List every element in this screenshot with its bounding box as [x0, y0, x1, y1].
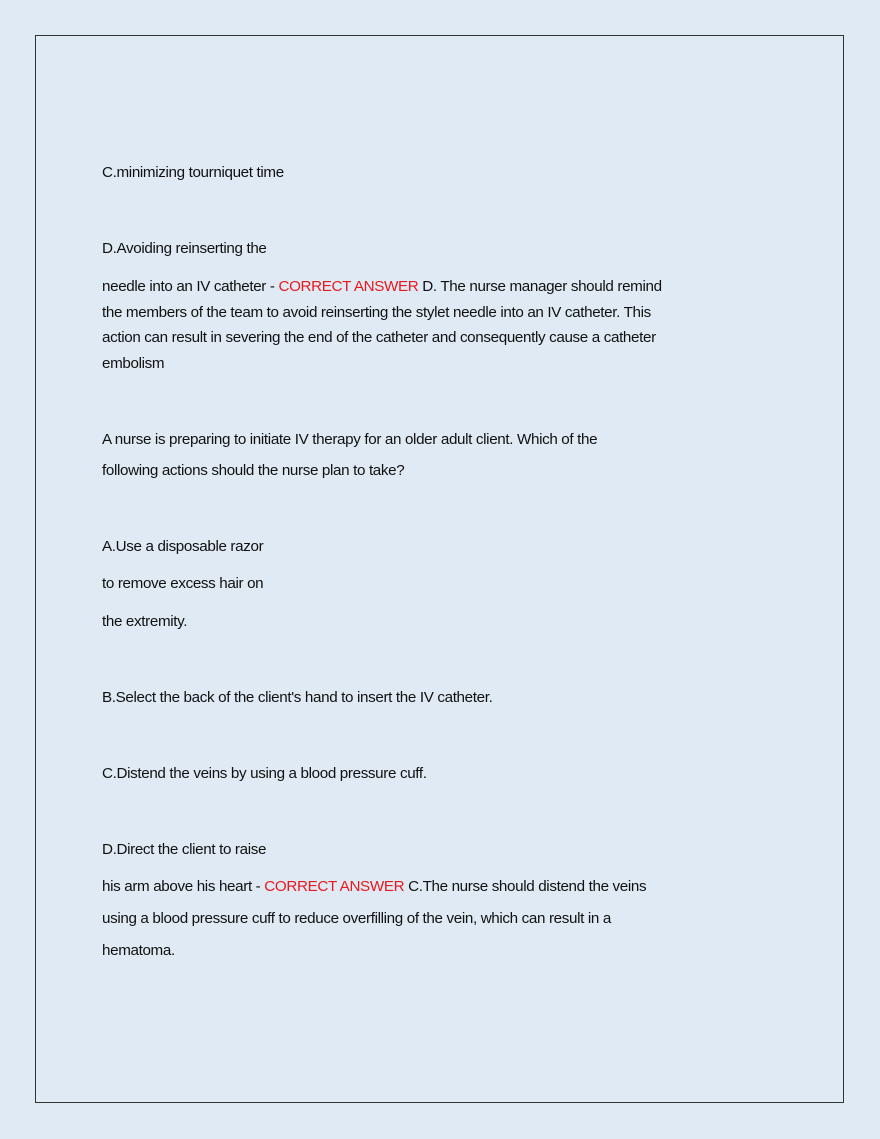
q2-option-c: C.Distend the veins by using a blood pressure cuff.	[102, 765, 427, 782]
q2-option-a-1: A.Use a disposable razor	[102, 538, 264, 555]
q1-option-c: C.minimizing tourniquet time	[102, 164, 284, 181]
q2-question-1: A nurse is preparing to initiate IV therapy for an older adult client. Which of the	[102, 431, 598, 448]
q1-rationale-2: the members of the team to avoid reinserting the stylet needle into an IV catheter. This	[102, 304, 651, 321]
q2-rationale-2: using a blood pressure cuff to reduce overfilling of the vein, which can result in a	[102, 910, 611, 927]
q1-answer-post: D. The nurse manager should remind	[418, 278, 662, 295]
q1-correct-answer-label: CORRECT ANSWER	[278, 278, 419, 295]
q2-option-d: D.Direct the client to raise	[102, 841, 267, 858]
q2-answer-post: C.The nurse should distend the veins	[404, 878, 647, 895]
q2-answer-line	[102, 877, 646, 897]
q1-rationale-4: embolism	[102, 355, 165, 372]
q2-correct-answer-label: CORRECT ANSWER	[264, 878, 405, 895]
q1-rationale-3: action can result in severing the end of the catheter and consequently cause a catheter	[102, 329, 656, 346]
q1-option-d: D.Avoiding reinserting the	[102, 240, 267, 257]
q1-answer-pre: needle into an IV catheter -	[102, 278, 279, 295]
q2-option-a-2: to remove excess hair on	[102, 575, 264, 592]
q2-option-a-3: the extremity.	[102, 613, 188, 630]
q2-rationale-3: hematoma.	[102, 942, 175, 959]
q2-question-2: following actions should the nurse plan to take?	[102, 462, 405, 479]
q2-option-b: B.Select the back of the client's hand to insert the IV catheter.	[102, 689, 493, 706]
q2-answer-pre: his arm above his heart -	[102, 878, 265, 895]
q1-answer-line	[102, 277, 662, 297]
